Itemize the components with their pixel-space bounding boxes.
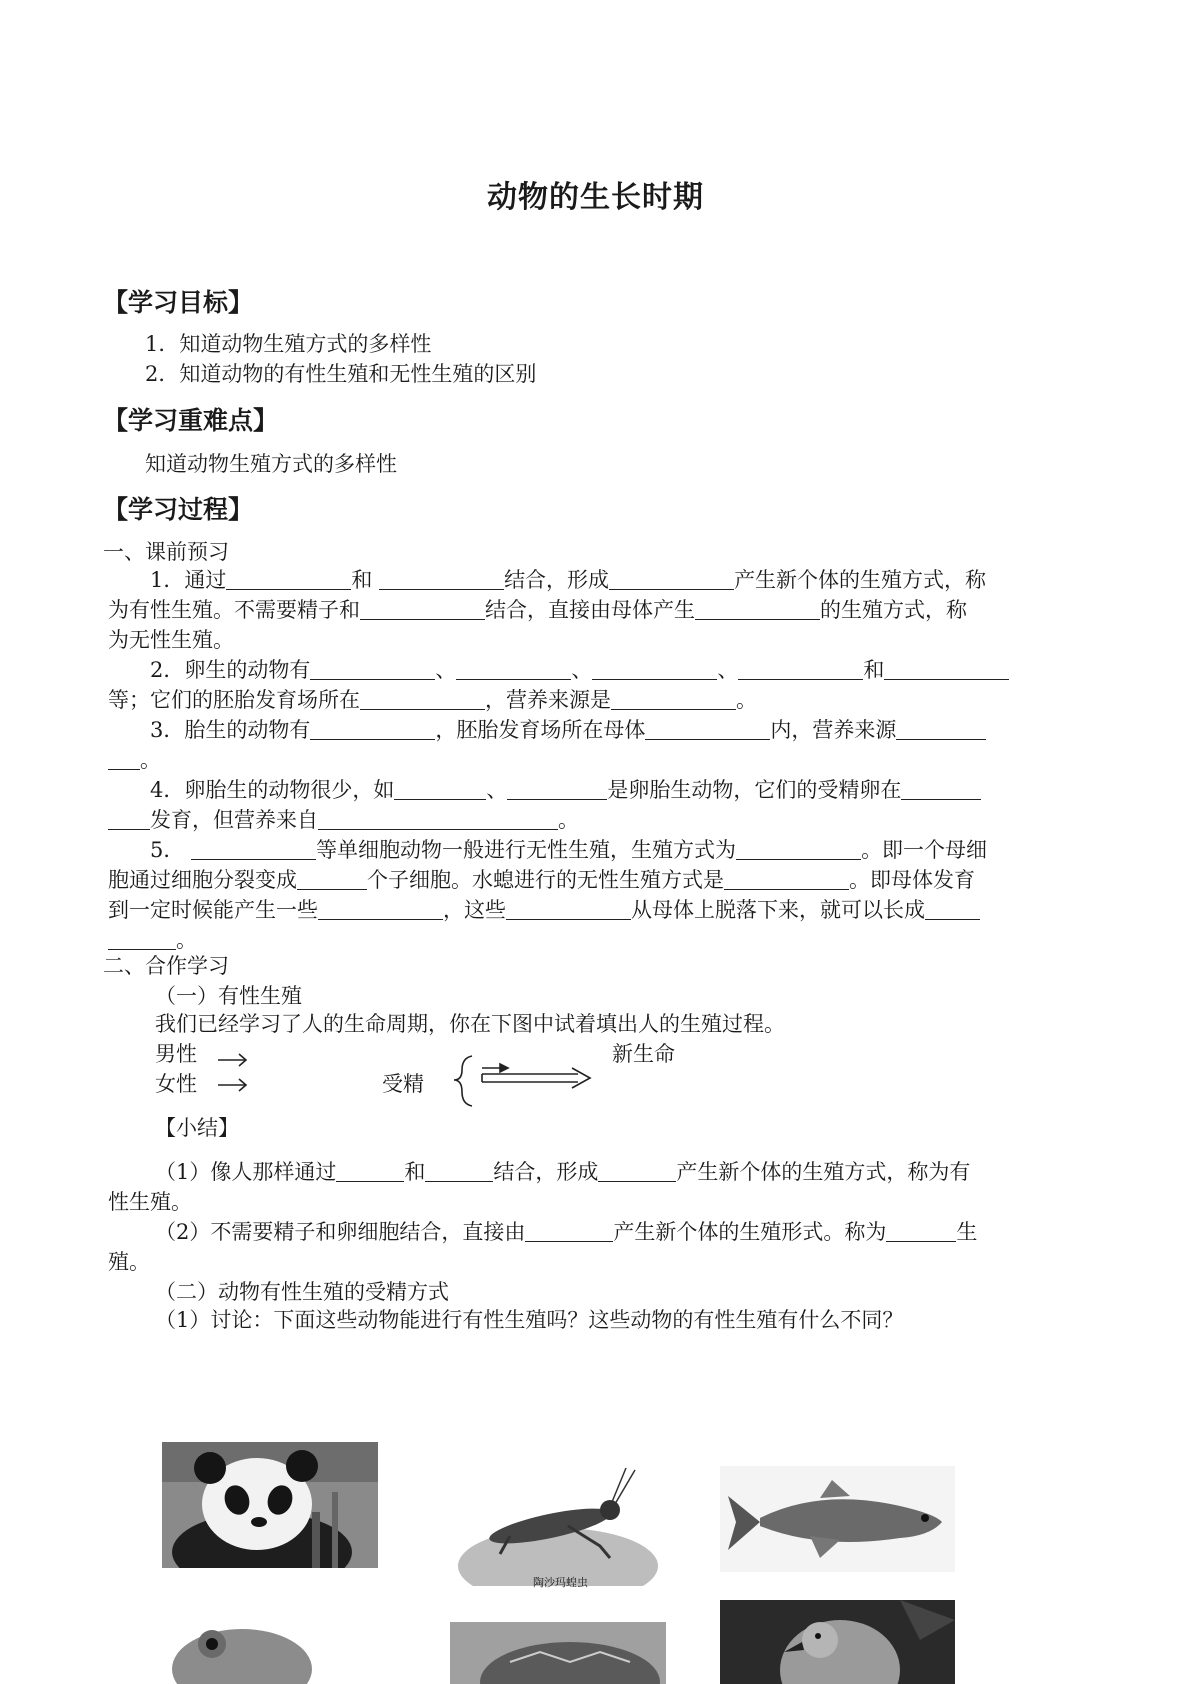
q4-blank-3-cont[interactable] [108, 809, 150, 830]
summary1-line1: （1）像人那样通过 和 结合，形成 产生新个体的生殖方式，称为有 [155, 1160, 971, 1184]
sub2-question: （1）讨论：下面这些动物能进行有性生殖吗？这些动物的有性生殖有什么不同？ [155, 1308, 904, 1332]
objective-item-2: 2．知道动物的有性生殖和无性生殖的区别 [145, 362, 537, 386]
q1-blank-1[interactable] [226, 569, 351, 590]
grasshopper-photo [450, 1466, 666, 1586]
q5-blank-1[interactable] [191, 839, 316, 860]
summary2-blank-2[interactable] [886, 1221, 956, 1242]
part1-title: 一、课前预习 [103, 540, 229, 564]
summary2-line1: （2）不需要精子和卵细胞结合，直接由 产生新个体的生殖形式。称为 生 [155, 1220, 978, 1244]
sub1-intro: 我们已经学习了人的生命周期，你在下图中试着填出人的生殖过程。 [155, 1012, 785, 1036]
brace-shape [454, 1056, 472, 1106]
q5-line2: 胞通过细胞分裂变成 个子细胞。水螅进行的无性生殖方式是 。即母体发育 [108, 868, 975, 892]
q3-blank-3[interactable] [896, 719, 986, 740]
q2-blank-6[interactable] [360, 689, 485, 710]
q5-blank-4[interactable] [724, 869, 849, 890]
diagram-male-label: 男性 [155, 1042, 197, 1066]
page-title: 动物的生长时期 [487, 180, 704, 215]
summary-heading: 【小结】 [155, 1116, 239, 1140]
q5-blank-3[interactable] [297, 869, 367, 890]
summary1-blank-3[interactable] [598, 1161, 676, 1182]
q3-blank-1[interactable] [310, 719, 435, 740]
summary1-blank-1[interactable] [336, 1161, 404, 1182]
q2-blank-1[interactable] [310, 659, 435, 680]
key-points-heading: 【学习重难点】 [103, 406, 279, 435]
q1-line1: 1．通过 和 结合，形成 产生新个体的生殖方式，称 [150, 568, 987, 592]
q4-line2: 发育，但营养来自 。 [108, 804, 1084, 834]
q2-blank-2[interactable] [456, 659, 571, 680]
q2-line1: 2．卵生的动物有 、 、 、 和 [108, 654, 1084, 684]
q2-blank-5[interactable] [884, 659, 1009, 680]
double-arrow [482, 1068, 590, 1088]
q5-blank-2[interactable] [736, 839, 861, 860]
q1-line2: 为有性生殖。不需要精子和 结合，直接由母体产生 的生殖方式，称 [108, 598, 967, 622]
panda-photo [162, 1442, 378, 1568]
male-arrow [218, 1054, 246, 1066]
q4-blank-1[interactable] [394, 779, 486, 800]
q1-line3: 为无性生殖。 [108, 628, 234, 652]
q5-line1: 5． 等单细胞动物一般进行无性生殖，生殖方式为 。即一个母细 [150, 838, 988, 862]
small-arrow [482, 1064, 508, 1072]
hawk-photo [720, 1600, 955, 1684]
q5-blank-7[interactable] [925, 899, 980, 920]
diagram-new-life-label: 新生命 [612, 1042, 675, 1066]
reproduction-diagram [200, 1040, 610, 1120]
q1-blank-3[interactable] [609, 569, 734, 590]
q3-line2: 。 [108, 744, 1084, 774]
sub2-title: （二）动物有性生殖的受精方式 [155, 1280, 449, 1304]
frog-photo [162, 1614, 378, 1684]
summary1-line2: 性生殖。 [108, 1190, 192, 1214]
diagram-female-label: 女性 [155, 1072, 197, 1096]
q3-blank-2[interactable] [645, 719, 770, 740]
diagram-fertilization-label: 受精 [382, 1072, 424, 1096]
q4-blank-2[interactable] [507, 779, 607, 800]
q3-blank-3-cont[interactable] [108, 749, 140, 770]
q4-line1: 4．卵胎生的动物很少，如 、 是卵胎生动物，它们的受精卵在 [108, 774, 1084, 804]
summary2-blank-1[interactable] [525, 1221, 613, 1242]
objectives-heading: 【学习目标】 [103, 288, 254, 317]
q2-line2: 等；它们的胚胎发育场所在 ，营养来源是 。 [108, 688, 757, 712]
q5-line4: 。 [108, 924, 1084, 954]
summary2-line2: 殖。 [108, 1250, 150, 1274]
grasshopper-caption: 陶沙玛蝗虫 [533, 1576, 588, 1589]
key-points-text: 知道动物生殖方式的多样性 [145, 452, 397, 476]
q2-blank-4[interactable] [738, 659, 863, 680]
summary1-blank-2[interactable] [425, 1161, 493, 1182]
part2-title: 二、合作学习 [103, 954, 229, 978]
q3-line1: 3．胎生的动物有 ，胚胎发育场所在母体 内，营养来源 [108, 714, 1084, 744]
female-arrow [218, 1079, 246, 1091]
q2-blank-3[interactable] [592, 659, 717, 680]
q5-line3: 到一定时候能产生一些 ，这些 从母体上脱落下来，就可以长成 [108, 894, 1084, 924]
objective-item-1: 1．知道动物生殖方式的多样性 [145, 332, 432, 356]
q2-blank-7[interactable] [611, 689, 736, 710]
q5-blank-6[interactable] [506, 899, 631, 920]
q5-blank-5[interactable] [318, 899, 443, 920]
q1-blank-4[interactable] [360, 599, 485, 620]
q1-blank-5[interactable] [695, 599, 820, 620]
q5-blank-7-cont[interactable] [108, 929, 176, 950]
turtle-photo [450, 1622, 666, 1684]
process-heading: 【学习过程】 [103, 495, 254, 524]
q1-blank-2[interactable] [379, 569, 504, 590]
q4-blank-4[interactable] [318, 809, 558, 830]
fish-photo [720, 1466, 955, 1572]
sub1-title: （一）有性生殖 [155, 984, 302, 1008]
q4-blank-3[interactable] [901, 779, 981, 800]
